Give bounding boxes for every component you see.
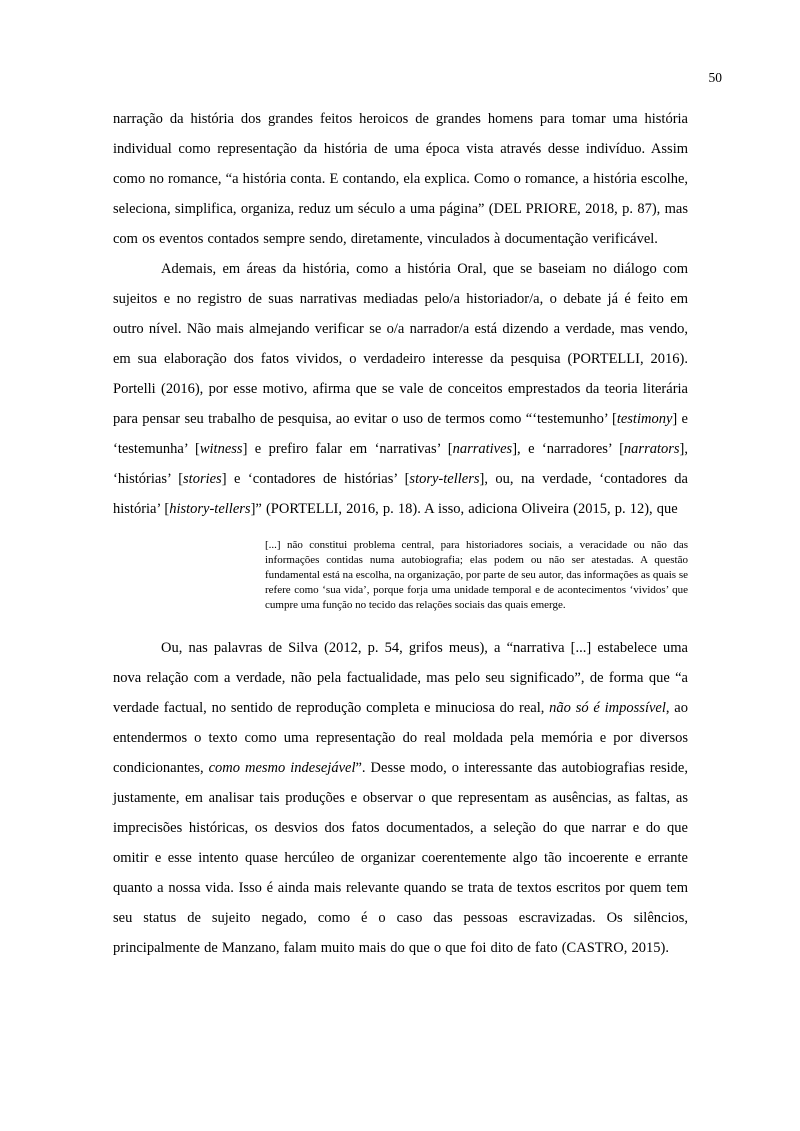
text-run: , ao entendermos o texto como uma representação do real moldada pela memória e por diversos condicionantes, — [113, 700, 688, 776]
italic-text-run: narratives — [452, 441, 513, 457]
italic-text-run: narrators — [623, 441, 680, 457]
document-body — [113, 104, 688, 963]
text-run: ] e ‘contadores de histórias’ [ — [221, 471, 410, 487]
text-run: narração da história dos grandes feitos heroicos de grandes homens para tomar uma história individual como representação da história de uma época vista através desse indivíduo. Assim como no romance, “a história conta. E contando, ela explica. Como o romance, a história escolhe, seleciona, simplifica, organiza, reduz um século a uma página” (DEL PRIORE, 2018, p. 87), mas com os eventos contados sempre sendo, diretamente, vinculados à documentação verificável. — [113, 111, 688, 247]
italic-text-run: stories — [183, 471, 222, 487]
page-number: 50 — [708, 70, 722, 85]
italic-text-run: não só é impossível — [549, 700, 666, 716]
paragraph — [113, 633, 688, 963]
text-run: [...] não constitui problema central, para historiadores sociais, a veracidade ou não das informações contidas numa autobiografia; elas podem ou não ser atestadas. A questão fundamental está na escolha, na organização, por parte de seu autor, das informações as quais se refere como ‘sua vida’, porque forja uma unidade temporal e de acontecimentos ‘vividos’ que cumpre uma função no tecido das relações sociais das quais emerge. — [265, 539, 688, 611]
italic-text-run: history-tellers — [169, 501, 251, 517]
text-run: ], ‘histórias’ [ — [113, 441, 688, 487]
italic-text-run: story-tellers — [409, 471, 480, 487]
text-run: ] e prefiro falar em ‘narrativas’ [ — [242, 441, 453, 457]
paragraph — [113, 254, 688, 524]
italic-text-run: testimony — [616, 411, 673, 427]
text-run: ] e ‘testemunha’ [ — [113, 411, 688, 457]
text-run: ]” (PORTELLI, 2016, p. 18). A isso, adiciona Oliveira (2015, p. 12), que — [250, 501, 678, 517]
text-run: ], e ‘narradores’ [ — [512, 441, 624, 457]
block-quote — [265, 538, 688, 613]
paragraph — [113, 104, 688, 254]
text-run: Ou, nas palavras de Silva (2012, p. 54, grifos meus), a “narrativa [...] estabelece uma nova relação com a verdade, não pela factualidade, mas pelo seu significado”, de forma que “a verdade factual, no sentido de reprodução completa e minuciosa do real, — [113, 640, 688, 716]
text-run: Ademais, em áreas da história, como a história Oral, que se baseiam no diálogo com sujeitos e no registro de suas narrativas mediadas pelo/a historiador/a, o debate já é feito em outro nível. Não mais almejando verificar se o/a narrador/a está dizendo a verdade, mas vendo, em sua elaboração dos fatos vividos, o verdadeiro interesse da pesquisa (PORTELLI, 2016). Portelli (2016), por esse motivo, afirma que se vale de conceitos emprestados da teoria literária para pensar seu trabalho de pesquisa, ao evitar o uso de termos como “‘testemunho’ [ — [113, 261, 688, 427]
text-run: ], ou, na verdade, ‘contadores da história’ [ — [113, 471, 688, 517]
italic-text-run: witness — [199, 441, 243, 457]
italic-text-run: como mesmo indesejável — [208, 760, 356, 776]
text-run: ”. Desse modo, o interessante das autobiografias reside, justamente, em analisar tais produções e observar o que representam as ausências, as faltas, as imprecisões históricas, os desvios dos fatos documentados, a seleção do que narrar e do que omitir e esse intento quase hercúleo de organizar coerentemente algo tão incoerente e errante quanto a nossa vida. Isso é ainda mais relevante quando se trata de textos escritos por quem tem seu status de sujeito negado, como é o caso das pessoas escravizadas. Os silêncios, principalmente de Manzano, falam muito mais do que o que foi dito de fato (CASTRO, 2015). — [113, 760, 688, 956]
